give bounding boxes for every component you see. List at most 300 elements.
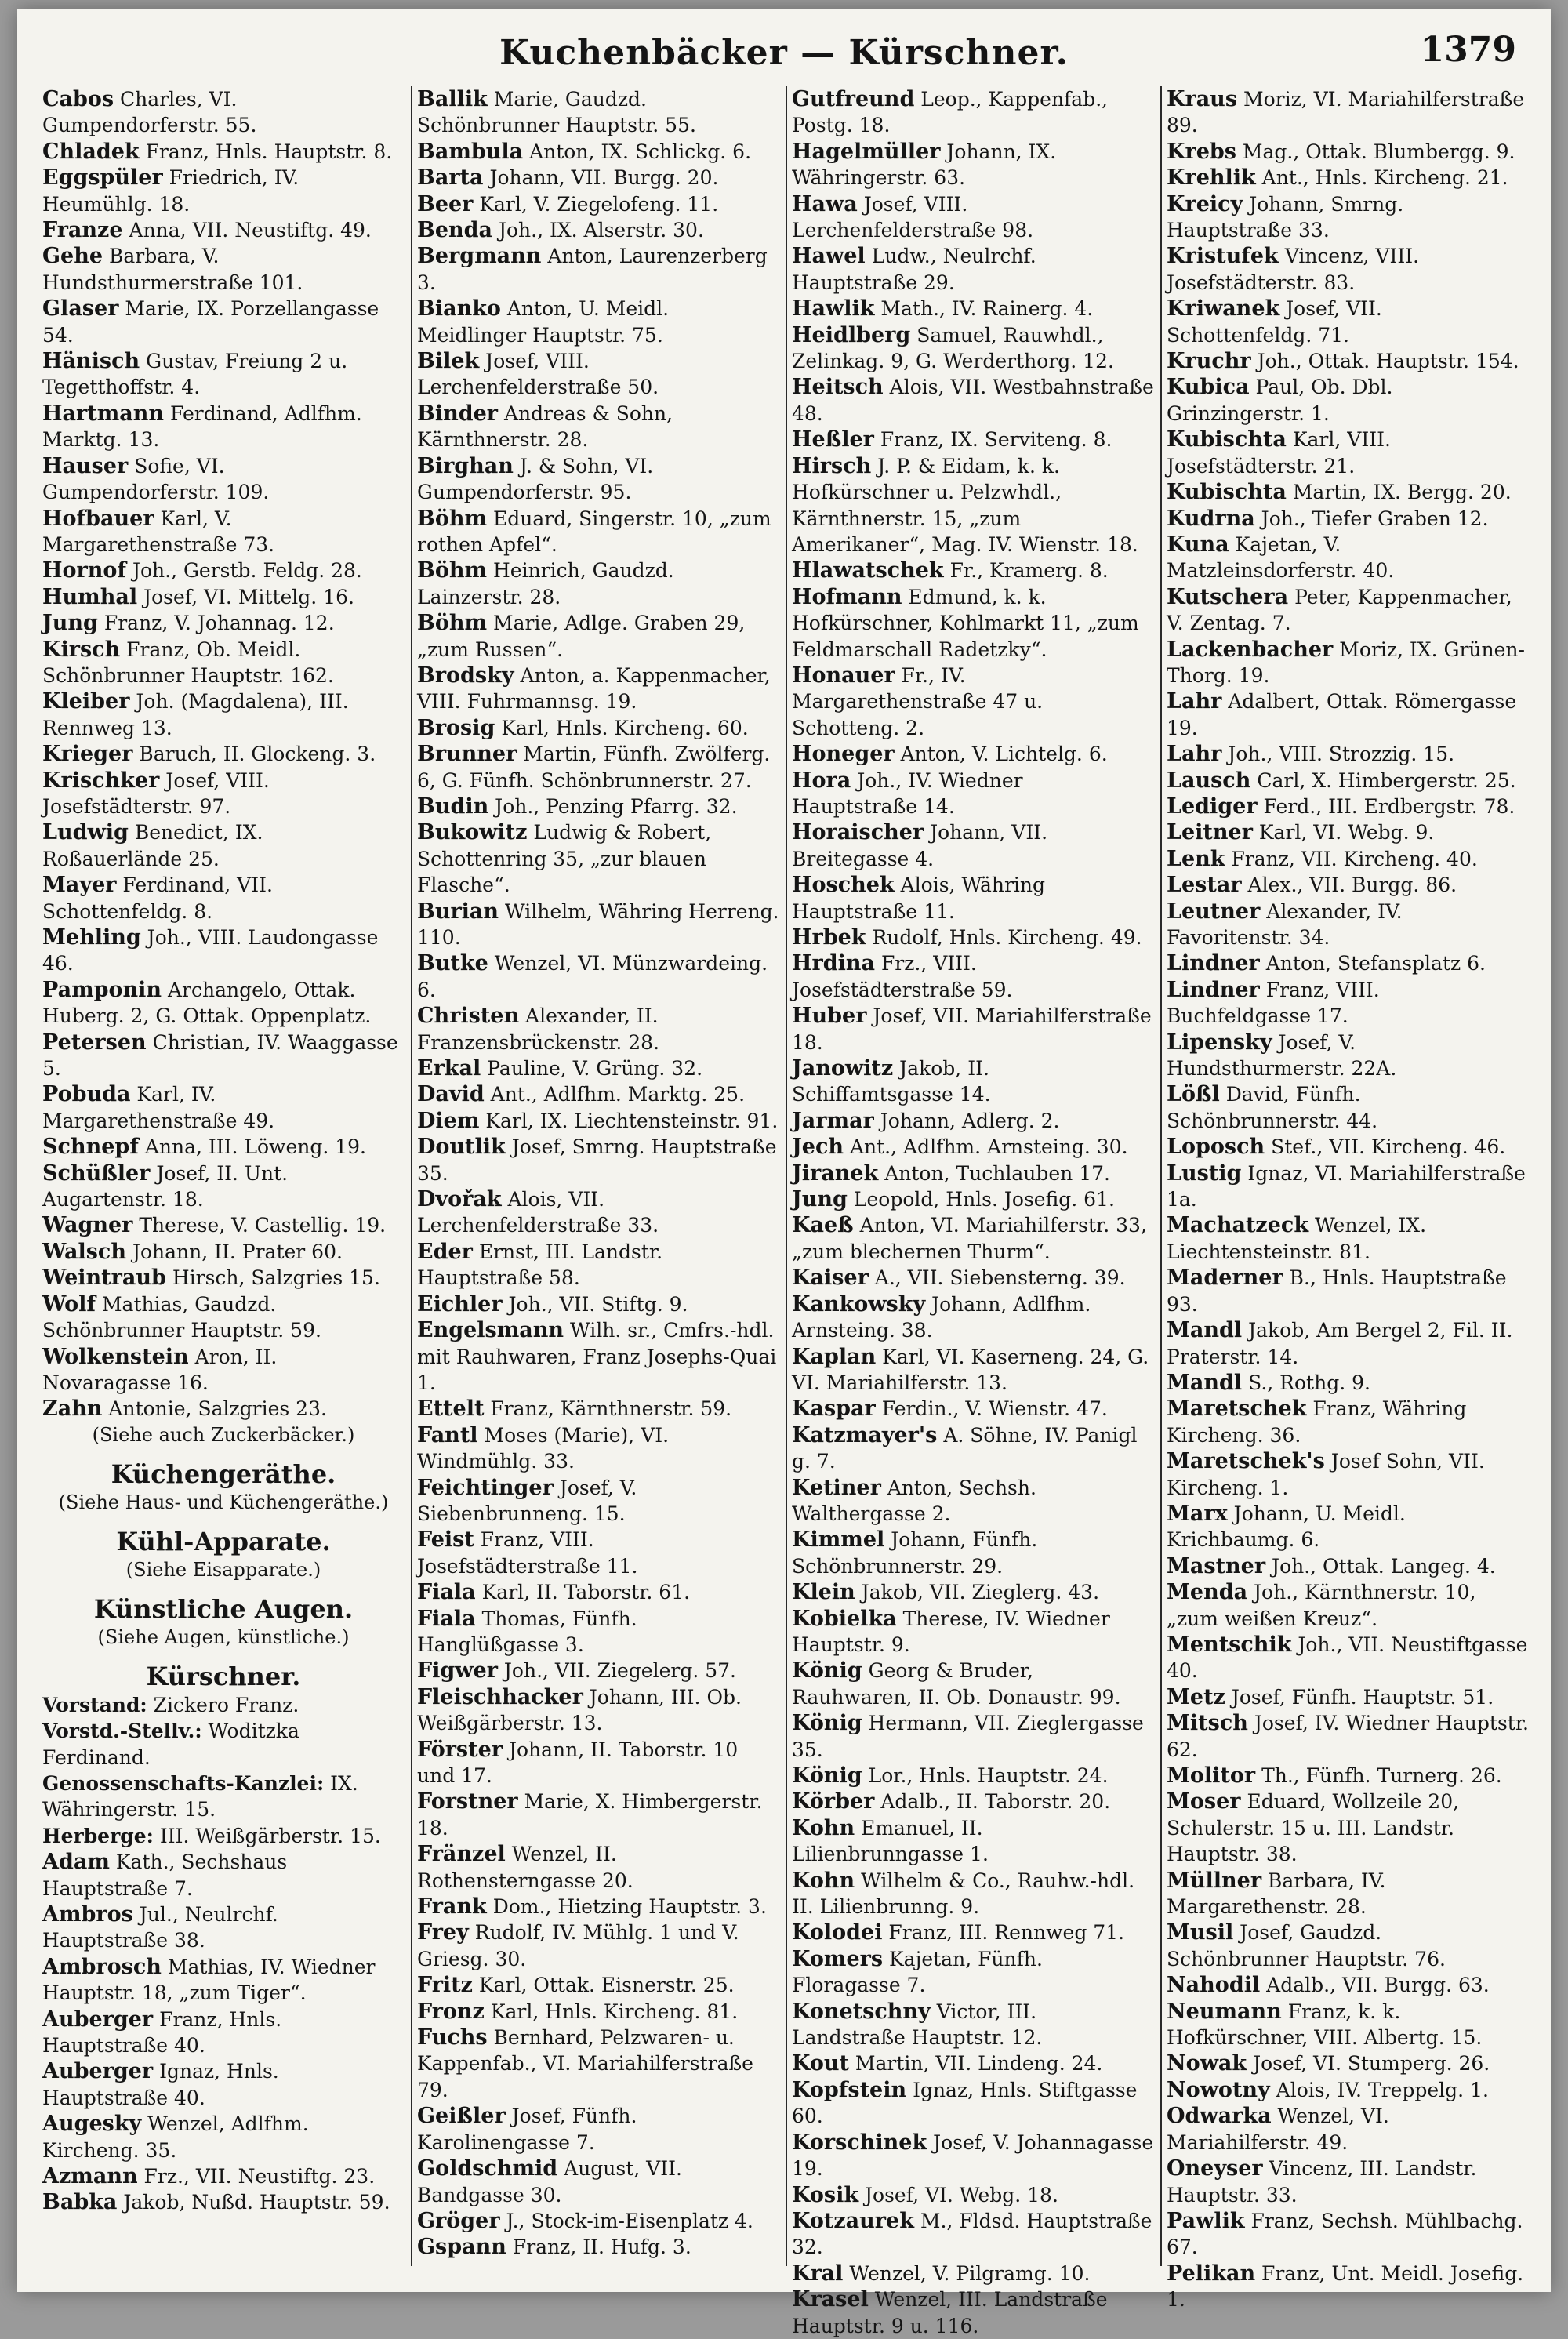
entry-address: Karl, II. Taborstr. 61. — [475, 1581, 691, 1604]
entry-address: Victor, III. Landstraße Hauptstr. 12. — [792, 1999, 1043, 2050]
entry-name: Ludwig — [42, 820, 129, 845]
entry-address: Barbara, IV. Margarethenstr. 28. — [1167, 1869, 1386, 1919]
section-note: (Siehe Haus- und Küchengeräthe.) — [58, 1491, 389, 1513]
entry-address: Johann, II. Taborstr. 10 und 17. — [417, 1738, 739, 1787]
list-item — [42, 819, 405, 872]
list-item — [792, 768, 1154, 820]
list-item — [42, 243, 405, 296]
entry-address: Baruch, II. Glockeng. 3. — [132, 743, 376, 766]
entry-address: Alois, VII. Westbahnstraße 48. — [792, 376, 1154, 425]
list-item — [792, 374, 1154, 427]
entry-name: Fantl — [417, 1422, 478, 1447]
list-item — [792, 2077, 1154, 2130]
entry-address: Josef, V. Johannagasse 19. — [792, 2130, 1154, 2181]
entry-name: Kotzaurek — [792, 2208, 914, 2233]
entry-name: Musil — [1167, 1920, 1234, 1945]
list-item — [417, 506, 779, 558]
list-item — [1167, 950, 1529, 976]
entry-name: Gutfreund — [792, 87, 915, 111]
entry-name: Geißler — [417, 2104, 506, 2129]
entry-name: Leitner — [1167, 820, 1253, 845]
entry-name: Pelikan — [1167, 2261, 1256, 2286]
column-divider — [411, 86, 412, 2266]
list-item — [417, 950, 779, 1003]
list-item — [792, 2261, 1154, 2286]
entry-name: Wagner — [42, 1213, 133, 1238]
entry-address: Mathias, IV. Wiedner Hauptstr. 18, „zum Tiger“. — [42, 1955, 376, 2005]
directory-columns — [42, 86, 1532, 2337]
entry-name: Hofbauer — [42, 506, 154, 531]
entry-name: Barta — [417, 165, 484, 191]
entry-name: Lindner — [1167, 951, 1260, 976]
entry-address: Andreas & Sohn, Kärnthnerstr. 28. — [417, 401, 673, 452]
entry-address: Stef., VII. Kircheng. 46. — [1265, 1135, 1506, 1159]
entry-name: Kohn — [792, 1815, 855, 1840]
entry-address: Adalbert, Ottak. Römergasse 19. — [1167, 690, 1517, 739]
list-item — [1167, 1212, 1529, 1265]
entry-address: M., Fldsd. Hauptstraße 32. — [792, 2209, 1152, 2259]
entry-address: Vincenz, III. Landstr. Hauptstr. 33. — [1167, 2157, 1477, 2206]
list-item — [792, 1658, 1154, 1710]
entry-address: David, Fünfh. Schönbrunnerstr. 44. — [1167, 1083, 1378, 1132]
entry-name: Böhm — [417, 558, 488, 583]
entry-name: Lenk — [1167, 846, 1225, 871]
list-item — [1167, 1081, 1529, 1134]
entry-name: Auberger — [42, 2059, 154, 2084]
entry-name: Lahr — [1167, 742, 1222, 767]
entry-address: Karl, V. Margarethenstraße 73. — [42, 507, 275, 556]
entry-name: Adam — [42, 1850, 110, 1875]
section-note: (Siehe Augen, künstliche.) — [97, 1625, 350, 1648]
entry-address: Jakob, Nußd. Hauptstr. 59. — [117, 2191, 390, 2214]
entry-name: Erkal — [417, 1056, 481, 1081]
list-item — [417, 1396, 779, 1422]
entry-address: Thomas, Fünfh. Hanglüßgasse 3. — [417, 1607, 637, 1656]
entry-address: Franz, k. k. Hofkürschner, VIII. Albertg. 15. — [1167, 1999, 1483, 2050]
entry-name: Honauer — [792, 663, 895, 688]
list-item — [42, 1212, 405, 1238]
entry-address: Franz, Unt. Meidl. Josefig. 1. — [1167, 2261, 1524, 2312]
entry-name: Mentschik — [1167, 1632, 1292, 1657]
entry-name: Lackenbacher — [1167, 637, 1334, 662]
entry-name: Böhm — [417, 611, 488, 636]
entry-address: Josef Sohn, VII. Kircheng. 1. — [1167, 1450, 1485, 1499]
list-item — [417, 1055, 779, 1081]
entry-name: Kubischta — [1167, 427, 1287, 452]
entry-address: Aron, II. Novaragasse 16. — [42, 1345, 278, 1394]
entry-address: Karl, IV. Margarethenstraße 49. — [42, 1083, 275, 1132]
entry-address: Anton, U. Meidl. Meidlinger Hauptstr. 75. — [417, 297, 670, 347]
entry-name: Gehe — [42, 244, 103, 269]
guild-info — [42, 1692, 405, 1849]
list-item — [1167, 1553, 1529, 1579]
entry-name: Kaplan — [792, 1344, 877, 1369]
list-item — [1167, 479, 1529, 505]
list-item — [417, 1422, 779, 1475]
list-item — [1167, 1999, 1529, 2051]
entry-name: Diem — [417, 1108, 480, 1133]
entry-address: Alois, VII. Lerchenfelderstraße 33. — [417, 1188, 659, 1237]
list-item — [792, 1475, 1154, 1527]
list-item — [1167, 819, 1529, 845]
entry-address: Johann, Adlfhm. Arnsteing. 38. — [792, 1292, 1091, 1342]
list-item — [417, 715, 779, 741]
list-item — [792, 1422, 1154, 1475]
entry-name: Wolf — [42, 1291, 96, 1317]
entry-address: Adalb., VII. Burgg. 63. — [1260, 1974, 1490, 1997]
entry-name: Eggspüler — [42, 165, 163, 191]
entry-address: Hirsch, Salzgries 15. — [165, 1266, 380, 1290]
entry-address: Joh., VII. Neustiftgasse 40. — [1167, 1633, 1528, 1683]
entry-address: Karl, VI. Kaserneng. 24, G. VI. Mariahilferstr. 13. — [792, 1345, 1149, 1394]
list-item — [1167, 296, 1529, 348]
entry-name: Klein — [792, 1580, 855, 1605]
entry-name: Jarmar — [792, 1108, 874, 1133]
list-item — [1167, 2077, 1529, 2103]
cross-reference-sections — [42, 1458, 405, 1650]
entry-address: Karl, V. Ziegelofeng. 11. — [473, 192, 719, 216]
list-item — [1167, 1579, 1529, 1632]
list-item — [417, 1186, 779, 1239]
section-note: (Siehe Eisapparate.) — [125, 1558, 321, 1581]
entry-name: Krischker — [42, 768, 160, 793]
entry-address: Josef, Smrng. Hauptstraße 35. — [417, 1135, 777, 1185]
entry-address: Karl, VI. Webg. 9. — [1252, 821, 1435, 844]
list-item — [417, 1475, 779, 1527]
entry-address: Leop., Kappenfab., Postg. 18. — [792, 88, 1109, 137]
entry-name: Hora — [792, 768, 851, 793]
list-item — [417, 1579, 779, 1605]
column-1 — [42, 86, 405, 2282]
entry-address: Friedrich, IV. Heumühlg. 18. — [42, 166, 299, 216]
entry-name: Kudrna — [1167, 506, 1255, 531]
list-item — [792, 322, 1154, 375]
entry-address: Josef, VI. Webg. 18. — [858, 2183, 1058, 2206]
entry-name: Hawa — [792, 191, 858, 216]
entry-name: Kubischta — [1167, 480, 1287, 505]
list-item — [1167, 2156, 1529, 2208]
list-item — [792, 2182, 1154, 2208]
entry-name: Ambros — [42, 1901, 133, 1927]
list-item — [417, 819, 779, 898]
entry-name: Heitsch — [792, 375, 884, 400]
entry-address: Martin, Fünfh. Zwölferg. 6, G. Fünfh. Schönbrunnerstr. 27. — [417, 743, 771, 792]
entry-address: Josef, IV. Wiedner Hauptstr. 62. — [1167, 1712, 1529, 1761]
list-item — [417, 610, 779, 663]
list-item — [792, 1999, 1154, 2051]
entry-address: Johann, III. Ob. Weißgärberstr. 13. — [417, 1685, 742, 1735]
entry-name: Krebs — [1167, 139, 1236, 164]
entry-name: Hänisch — [42, 349, 140, 374]
entry-address: Fr., IV. Margarethenstraße 47 u. Schotteng. 2. — [792, 663, 1044, 739]
list-item — [417, 1999, 779, 2025]
entry-name: Wolkenstein — [42, 1344, 189, 1369]
list-item — [417, 663, 779, 715]
entry-address: Jakob, II. Schiffamtsgasse 14. — [792, 1057, 991, 1106]
list-item — [792, 1763, 1154, 1789]
list-item — [42, 453, 405, 506]
entry-address: Joh., VIII. Laudongasse 46. — [42, 926, 379, 975]
guild-info-label: Vorstand: — [42, 1693, 147, 1716]
entry-name: Heidlberg — [792, 322, 911, 347]
entry-name: Kaspar — [792, 1396, 876, 1422]
entry-address: Josef, Fünfh. Karolinengasse 7. — [417, 2105, 637, 2154]
list-item — [792, 924, 1154, 950]
entry-name: Eichler — [417, 1291, 503, 1317]
guild-info-value: Woditzka Ferdinand. — [42, 1720, 299, 1769]
list-item — [42, 1901, 405, 1954]
list-item — [42, 924, 405, 977]
entry-address: Archangelo, Ottak. Huberg. 2, G. Ottak. Oppenplatz. — [42, 978, 372, 1028]
entry-address: Bernhard, Pelzwaren- u. Kappenfab., VI. Mariahilferstraße 79. — [417, 2026, 753, 2101]
entry-name: Oneyser — [1167, 2156, 1263, 2181]
entry-address: Adalb., II. Taborstr. 20. — [874, 1790, 1111, 1814]
page-title: Kuchenbäcker — Kürschner. — [499, 33, 1069, 73]
list-item — [42, 1396, 405, 1422]
entry-address: Moriz, IX. Grünen-Thorg. 19. — [1167, 637, 1525, 687]
entry-address: Ferdin., V. Wienstr. 47. — [875, 1397, 1108, 1421]
entry-name: Fuchs — [417, 2025, 488, 2050]
list-item — [1167, 1763, 1529, 1789]
entry-name: Lipensky — [1167, 1030, 1272, 1055]
entry-name: Kuna — [1167, 532, 1229, 557]
entry-name: Brodsky — [417, 663, 514, 688]
guild-info-label: Genossenschafts-Kanzlei: — [42, 1771, 325, 1795]
list-item — [42, 2058, 405, 2111]
list-item — [792, 191, 1154, 244]
entry-address: Johann, Smrng. Hauptstraße 33. — [1167, 192, 1404, 242]
list-item — [1167, 1396, 1529, 1448]
column-divider — [1160, 86, 1162, 2266]
entry-name: Bukowitz — [417, 820, 528, 845]
entry-address: Josef, VII. Schottenfeldg. 71. — [1167, 297, 1382, 347]
list-item — [417, 1920, 779, 1972]
entry-name: Fleischhacker — [417, 1684, 583, 1709]
list-item — [42, 1030, 405, 1082]
list-item — [792, 1186, 1154, 1212]
list-item — [42, 610, 405, 636]
entry-address: Karl, Ottak. Eisnerstr. 25. — [472, 1974, 735, 1997]
entry-name: Böhm — [417, 506, 488, 531]
list-item — [42, 584, 405, 610]
entry-address: Moriz, VI. Mariahilferstraße 89. — [1167, 88, 1525, 137]
list-item — [792, 1291, 1154, 1344]
entry-address: Edmund, k. k. Hofkürschner, Kohlmarkt 11, „zum Feldmarschall Radetzky“. — [792, 585, 1139, 661]
list-item — [792, 453, 1154, 558]
entry-name: Molitor — [1167, 1763, 1256, 1788]
entry-name: Maderner — [1167, 1266, 1283, 1291]
guild-info-line — [42, 1823, 405, 1849]
entry-name: Kleiber — [42, 689, 130, 714]
list-item — [1167, 1868, 1529, 1920]
entry-name: Fritz — [417, 1973, 473, 1998]
entry-name: König — [792, 1711, 862, 1736]
entry-name: Nahodil — [1167, 1973, 1261, 1998]
entry-name: Mandl — [1167, 1318, 1243, 1343]
list-item — [792, 872, 1154, 924]
entry-address: Josef, VI. Mittelg. 16. — [137, 585, 354, 608]
list-item — [792, 1868, 1154, 1920]
entry-name: Chladek — [42, 139, 140, 164]
entry-name: Hawel — [792, 244, 866, 269]
entry-name: Katzmayer's — [792, 1422, 938, 1447]
entry-address: Ludwig & Robert, Schottenring 35, „zur blauen Flasche“. — [417, 821, 712, 897]
list-item — [1167, 348, 1529, 374]
entry-address: Joh., Gerstb. Feldg. 28. — [126, 559, 362, 583]
entry-name: Pamponin — [42, 977, 162, 1002]
entry-name: Binder — [417, 401, 498, 426]
entry-name: Mitsch — [1167, 1711, 1248, 1736]
page-header — [17, 24, 1551, 71]
list-item — [417, 1789, 779, 1841]
list-item — [792, 427, 1154, 452]
entry-address: Joh. (Magdalena), III. Rennweg 13. — [42, 690, 349, 739]
list-item — [417, 2156, 779, 2208]
entry-name: Weintraub — [42, 1266, 166, 1291]
entry-address: Mag., Ottak. Blumbergg. 9. — [1236, 140, 1515, 163]
list-item — [42, 1291, 405, 1344]
entry-name: Cabos — [42, 87, 114, 111]
entry-name: Hoschek — [792, 873, 895, 898]
entry-name: Christen — [417, 1004, 520, 1029]
entry-address: Therese, IV. Wiedner Hauptstr. 9. — [792, 1607, 1110, 1656]
list-item — [1167, 165, 1529, 191]
column-divider — [786, 86, 787, 2266]
guild-info-line — [42, 1718, 405, 1771]
entry-address: Anton, Tuchlauben 17. — [878, 1161, 1110, 1185]
entry-name: Hirsch — [792, 453, 872, 478]
entry-name: König — [792, 1658, 862, 1683]
list-item — [1167, 1632, 1529, 1684]
entry-name: Kral — [792, 2261, 844, 2286]
list-item — [417, 1317, 779, 1396]
entry-address: Josef, Fünfh. Hauptstr. 51. — [1225, 1685, 1494, 1709]
list-item — [792, 1134, 1154, 1160]
list-item — [417, 1239, 779, 1291]
list-item — [1167, 688, 1529, 741]
entry-address: A. Söhne, IV. Panigl g. 7. — [792, 1423, 1138, 1473]
list-item — [1167, 741, 1529, 767]
entry-name: Fiala — [417, 1606, 476, 1631]
list-item — [42, 2007, 405, 2059]
entry-name: Nowotny — [1167, 2077, 1270, 2102]
list-item — [792, 1396, 1154, 1422]
entry-name: Körber — [792, 1789, 875, 1814]
list-item — [417, 2208, 779, 2234]
list-item — [792, 2130, 1154, 2182]
entry-address: Heinrich, Gaudzd. Lainzerstr. 28. — [417, 559, 674, 608]
entry-address: Wenzel, III. Landstraße Hauptstr. 9 u. 116. — [792, 2288, 1108, 2337]
entry-address: Franz, VIII. Josefstädterstraße 11. — [417, 1528, 638, 1578]
entry-name: Kosik — [792, 2182, 859, 2207]
entry-address: Josef, Gaudzd. Schönbrunner Hauptstr. 76. — [1167, 1921, 1446, 1970]
entry-name: Forstner — [417, 1789, 518, 1814]
entry-address: Alois, IV. Treppelg. 1. — [1269, 2078, 1489, 2101]
entry-name: Hofmann — [792, 584, 902, 609]
entry-name: Franze — [42, 218, 123, 243]
guild-info-value: Zickero Franz. — [147, 1693, 299, 1716]
list-item — [792, 86, 1154, 139]
entry-name: Frank — [417, 1894, 487, 1920]
list-item — [1167, 1684, 1529, 1710]
entry-name: Horaischer — [792, 820, 924, 845]
entry-address: Ignaz, VI. Mariahilferstraße 1a. — [1167, 1161, 1526, 1211]
list-item — [792, 1055, 1154, 1108]
entry-name: Kutschera — [1167, 584, 1289, 609]
entry-address: Kajetan, V. Matzleinsdorferstr. 40. — [1167, 532, 1395, 583]
entry-name: Ambrosch — [42, 1954, 162, 1979]
entry-name: Mayer — [42, 873, 117, 898]
entry-name: Gröger — [417, 2208, 500, 2233]
entry-address: Sofie, VI. Gumpendorferstr. 109. — [42, 454, 270, 504]
entry-name: Kout — [792, 2051, 849, 2076]
kuerschner-entries — [42, 1849, 405, 2216]
list-item — [792, 296, 1154, 321]
entry-name: Brosig — [417, 715, 495, 740]
entry-name: Auberger — [42, 2007, 154, 2032]
entry-name: Lahr — [1167, 689, 1222, 714]
list-item — [42, 348, 405, 401]
entry-address: Ludw., Neulrchf. Hauptstraße 29. — [792, 245, 1036, 294]
entry-name: Huber — [792, 1004, 867, 1029]
entry-address: Moses (Marie), VI. Windmühlg. 33. — [417, 1423, 670, 1473]
entry-name: Mastner — [1167, 1553, 1266, 1578]
entry-address: Rudolf, Hnls. Kircheng. 49. — [866, 926, 1142, 949]
entry-name: Lausch — [1167, 768, 1251, 793]
list-item — [417, 2025, 779, 2103]
entry-address: Therese, V. Castellig. 19. — [132, 1214, 387, 1237]
entry-address: Anna, III. Löweng. 19. — [138, 1135, 366, 1159]
entry-name: Menda — [1167, 1580, 1248, 1605]
list-item — [417, 741, 779, 794]
guild-info-value: III. Weißgärberstr. 15. — [153, 1824, 381, 1847]
entry-name: Lindner — [1167, 977, 1260, 1002]
list-item — [417, 401, 779, 453]
entry-name: Müllner — [1167, 1868, 1262, 1893]
list-item — [417, 794, 779, 819]
entry-address: Frz., VII. Neustiftg. 23. — [137, 2165, 376, 2188]
list-item — [792, 1920, 1154, 1945]
entry-address: Joh., IV. Wiedner Hauptstraße 14. — [792, 768, 1023, 818]
entry-address: Karl, Hnls. Kircheng. 60. — [495, 716, 749, 739]
list-item — [42, 506, 405, 558]
list-item — [1167, 1370, 1529, 1396]
entry-name: Petersen — [42, 1030, 147, 1055]
list-item — [417, 1894, 779, 1920]
entry-address: Franz, Sechsh. Mühlbachg. 67. — [1167, 2209, 1523, 2259]
list-item — [1167, 374, 1529, 427]
entry-name: Jung — [42, 611, 98, 636]
list-item — [1167, 872, 1529, 898]
entry-address: Paul, Ob. Dbl. Grinzingerstr. 1. — [1167, 376, 1393, 425]
list-item — [792, 139, 1154, 191]
entry-address: Marie, Adlge. Graben 29, „zum Russen“. — [417, 612, 746, 661]
list-item — [792, 741, 1154, 767]
entry-name: Lößl — [1167, 1082, 1220, 1107]
entry-address: Johann, Fünfh. Schönbrunnerstr. 29. — [792, 1528, 1038, 1578]
section-heading: Küchengeräthe. — [111, 1458, 336, 1489]
list-item — [792, 663, 1154, 741]
list-item — [417, 1737, 779, 1789]
guild-info-line — [42, 1771, 405, 1823]
list-item — [1167, 1160, 1529, 1213]
list-item — [417, 1841, 779, 1894]
entry-address: Anna, VII. Neustiftg. 49. — [122, 219, 372, 242]
list-item — [792, 1815, 1154, 1868]
list-item — [1167, 1789, 1529, 1867]
entry-address: Joh., VII. Ziegelerg. 57. — [497, 1659, 736, 1683]
entry-name: Budin — [417, 794, 489, 819]
